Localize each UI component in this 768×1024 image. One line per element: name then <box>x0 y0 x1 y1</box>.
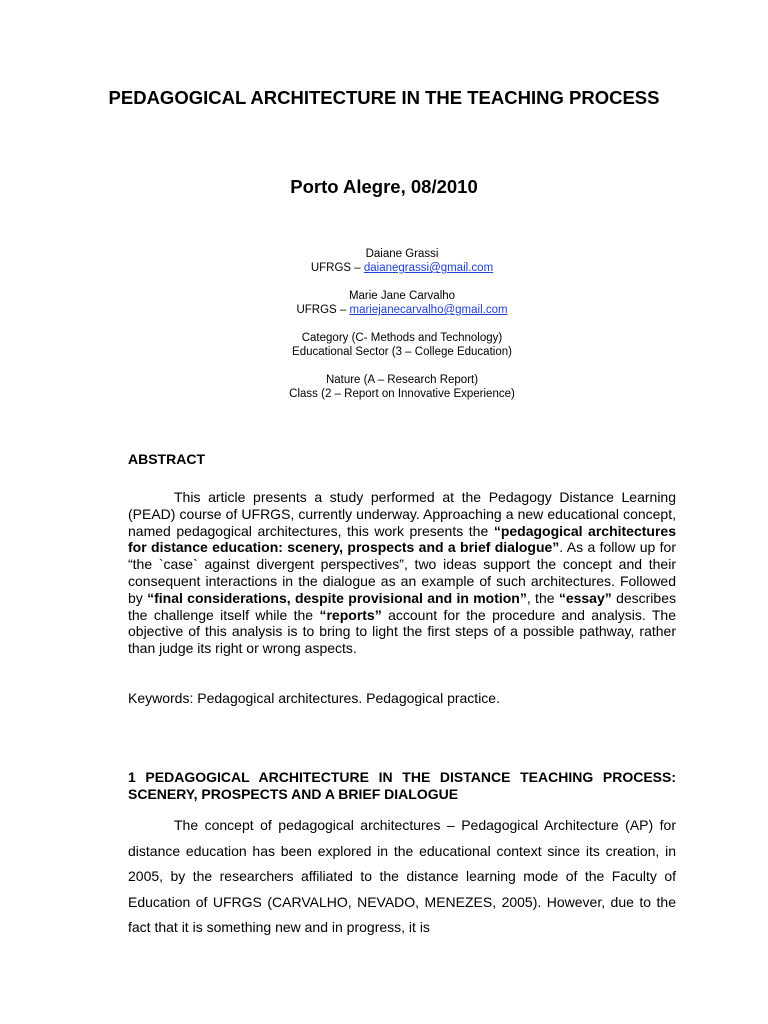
abstract-text-3: , the <box>526 589 559 606</box>
abstract-paragraph <box>128 489 676 657</box>
abstract-bold-4: “reports” <box>319 606 382 623</box>
section-1-paragraph <box>128 813 676 941</box>
nature-text: Nature (A – Research Report) <box>325 374 479 386</box>
author-block <box>150 247 654 415</box>
abstract-text-2: . As a follow up for “the `case` against divergent perspectives”, two ideas support the concept and their consequent interactions in the dialogue as an example of such architectures. Followed by <box>128 539 676 606</box>
author-affiliation-line <box>150 261 654 275</box>
section-1-heading: 1 PEDAGOGICAL ARCHITECTURE IN THE DISTANCE TEACHING PROCESS: SCENERY, PROSPECTS AND A BRIEF DIALOGUE <box>128 769 676 802</box>
abstract-text-5: account for the procedure and analysis. The objective of this analysis is to bring to light the first steps of a possible pathway, rather than judge its right or wrong aspects. <box>128 606 676 657</box>
author-affiliation-line <box>150 303 654 317</box>
author-name: Marie Jane Carvalho <box>348 290 456 302</box>
author-affiliation: UFRGS – <box>296 304 350 316</box>
author-email-link[interactable]: mariejanecarvalho@gmail.com <box>349 304 508 316</box>
paper-title: PEDAGOGICAL ARCHITECTURE IN THE TEACHING PROCESS <box>108 87 660 108</box>
author-affiliation: UFRGS – <box>310 262 364 274</box>
keywords: Keywords: Pedagogical architectures. Pedagogical practice. <box>128 690 500 706</box>
abstract-text-4: describes the challenge itself while the <box>128 589 676 623</box>
author-email-link[interactable]: daianegrassi@gmail.com <box>363 262 494 274</box>
class-text: Class (2 – Report on Innovative Experience) <box>289 388 515 400</box>
section-1-text: The concept of pedagogical architectures – Pedagogical Architecture (AP) for distance education has been explored in the educational context since its creation, in 2005, by the researchers affiliated to the distance learning mode of the Faculty of Education of UFRGS (CARVALHO, NEVADO, MENEZES, 2005). However, due to the fact that it is something new and in progress, it is <box>128 817 676 935</box>
location-date: Porto Alegre, 08/2010 <box>290 176 478 197</box>
author-1 <box>150 247 654 275</box>
classification-nature <box>150 373 654 401</box>
abstract-heading: ABSTRACT <box>128 451 205 467</box>
classification-category <box>150 331 654 359</box>
sector-text: Educational Sector (3 – College Education) <box>292 346 512 358</box>
abstract-text-1: This article presents a study performed at the Pedagogy Distance Learning (PEAD) course of UFRGS, currently underway. Approaching a new educational concept, named pedagogical architectures, this work presents the <box>128 489 676 539</box>
abstract-bold-2: “final considerations, despite provisional and in motion” <box>147 589 527 606</box>
abstract-bold-1: “pedagogical architectures for distance education: scenery, prospects and a brief dialogue” <box>128 522 676 556</box>
author-name: Daiane Grassi <box>365 248 439 260</box>
category-text: Category (C- Methods and Technology) <box>301 332 503 344</box>
abstract-bold-3: “essay” <box>558 589 612 606</box>
author-2 <box>150 289 654 317</box>
